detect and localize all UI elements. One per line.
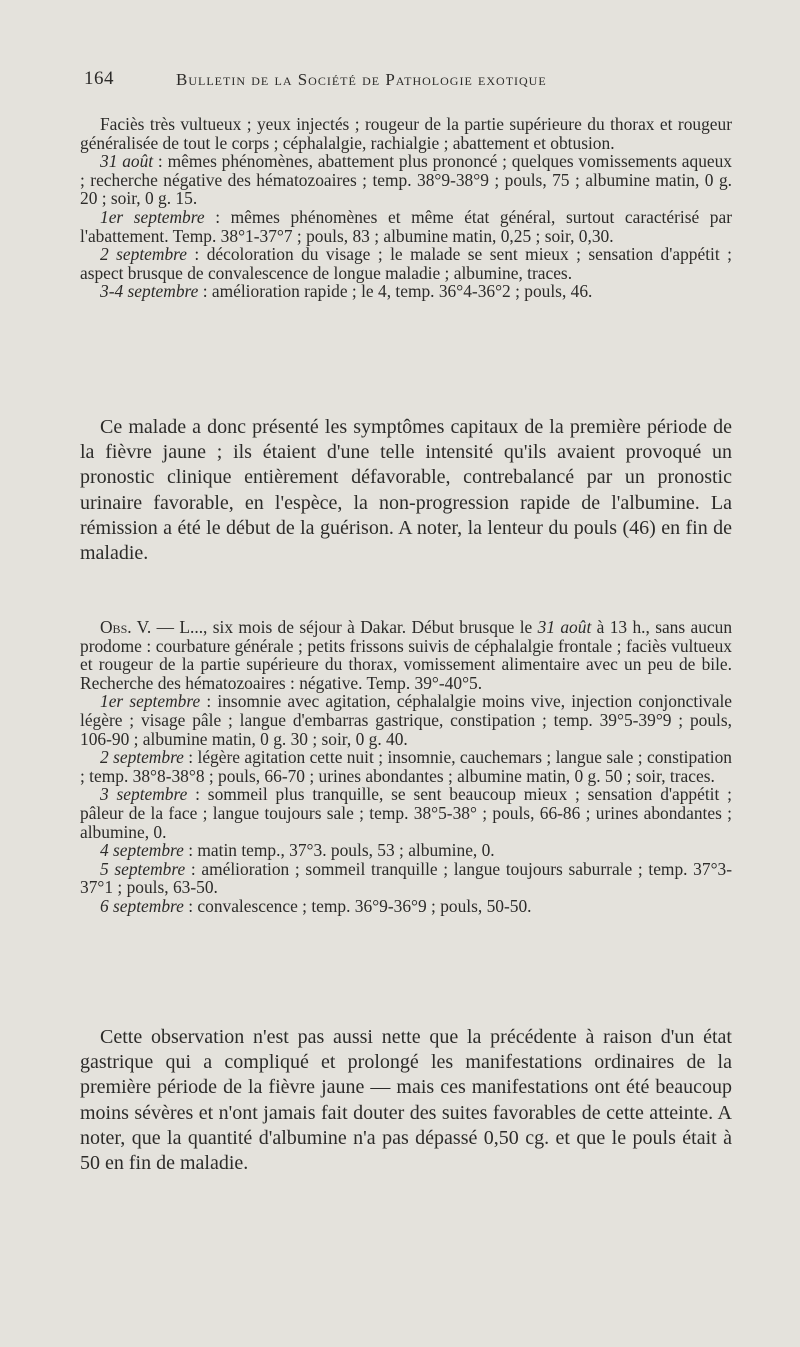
case-note [80,208,732,245]
case-note-date: 2 septembre [100,244,187,265]
observation-heading: Obs. V. [100,617,152,637]
case-note-date: 1er septembre [100,206,205,227]
case-note-text: : décoloration du visage ; le malade se sent mieux ; sensation d'appétit ; aspect brusque de convalescence de longue maladie ; albumine, traces. [80,244,732,283]
case-note-text: Faciès très vultueux ; yeux injectés ; rougeur de la partie supérieure du thorax et rougeur généralisée de tout le corps ; céphalalgie, rachialgie ; abattement et obtusion. [80,114,732,153]
commentary-paragraph-1 [80,415,732,566]
case-note [80,245,732,282]
observation-intro-text: — L..., six mois de séjour à Dakar. Début brusque le [151,617,538,637]
entry-date: 4 septembre [100,840,184,861]
case-note [80,115,732,152]
observation-entry [80,748,732,785]
entry-text: : convalescence ; temp. 36°9-36°9 ; pouls, 50-50. [183,895,532,916]
entry-date: 3 septembre [100,784,188,805]
case-note-text: : mêmes phénomènes et même état général, surtout caractérisé par l'abattement. Temp. 38°1-37°7 ; pouls, 83 ; albumine matin, 0,25 ; soir, 0,30. [80,206,733,246]
observation-entry [80,860,732,897]
entry-text: : amélioration ; sommeil tranquille ; langue toujours saburrale ; temp. 37°3-37°1 ; pouls, 63-50. [80,858,733,898]
paragraph-text: Ce malade a donc présenté les symptômes capitaux de la première période de la fièvre jaune ; ils étaient d'une telle intensité qu'ils avaient provoqué un pronostic clinique entièrement défavorable, contrebalancé par un pronostic urinaire favorable, en l'espèce, la non-progression rapide de l'albumine. La rémission a été le début de la guérison. A noter, la lenteur du pouls (46) en fin de maladie. [80,416,732,565]
observation-intro-text: à 13 h., sans aucun prodome : courbature générale ; petits frissons suivis de céphalalgie frontale ; faciès vultueux et rougeur de la partie supérieure du thorax, vomissement alimentaire avec un peu de bile. Recherche des hématozoaires : négative. Temp. 39°-40°5. [80,617,733,693]
page-header [84,68,734,98]
running-title: Bulletin de la Société de Pathologie exotique [176,70,547,89]
observation-intro [80,618,732,692]
case-note-text: : mêmes phénomènes, abattement plus prononcé ; quelques vomissements aqueux ; recherche négative des hématozoaires ; temp. 38°9-38°9 ; pouls, 75 ; albumine matin, 0 g. 20 ; soir, 0 g. 15. [80,151,732,209]
entry-date: 2 septembre [100,747,184,768]
commentary-paragraph-2 [80,1025,732,1176]
observation-entry [80,897,732,916]
entry-text: : sommeil plus tranquille, se sent beaucoup mieux ; sensation d'appétit ; pâleur de la face ; langue toujours sale ; temp. 38°5-38° ; pouls, 66-86 ; urines abondantes ; albumine, 0. [80,784,732,842]
case-note-date: 31 août [100,151,154,172]
observation-entry [80,692,732,748]
page-number: 164 [84,68,114,89]
entry-date: 6 septembre [100,895,184,916]
observation-intro-date: 31 août [537,617,592,637]
entry-text: : matin temp., 37°3. pouls, 53 ; albumine, 0. [183,840,495,861]
entry-date: 1er septembre [100,691,201,712]
case-note-text: : amélioration rapide ; le 4, temp. 36°4-36°2 ; pouls, 46. [198,281,593,302]
case-note [80,152,732,208]
entry-date: 5 septembre [100,858,186,879]
case-note-date: 3-4 septembre [100,281,199,302]
observation-v [80,618,732,916]
entry-text: : légère agitation cette nuit ; insomnie, cauchemars ; langue sale ; constipation ; temp. 38°8-38°8 ; pouls, 66-70 ; urines abondantes ; albumine matin, 0 g. 50 ; soir, traces. [80,747,732,786]
case-note [80,282,732,301]
case-notes [80,115,732,301]
paragraph-text: Cette observation n'est pas aussi nette que la précédente à raison d'un état gastrique qui a compliqué et prolongé les manifestations ordinaires de la première période de la fièvre jaune — mais ces manifestations ont été beaucoup moins sévères et n'ont jamais fait douter des suites favorables de cette atteinte. A noter, que la quantité d'albumine n'a pas dépassé 0,50 cg. et que le pouls était à 50 en fin de maladie. [80,1026,732,1175]
observation-entry [80,785,732,841]
observation-entry [80,841,732,860]
entry-text: : insomnie avec agitation, céphalalgie moins vive, injection conjonctivale légère ; visage pâle ; langue d'embarras gastrique, constipation ; temp. 39°5-39°9 ; pouls, 106-90 ; albumine matin, 0 g. 30 ; soir, 0 g. 40. [80,691,732,749]
